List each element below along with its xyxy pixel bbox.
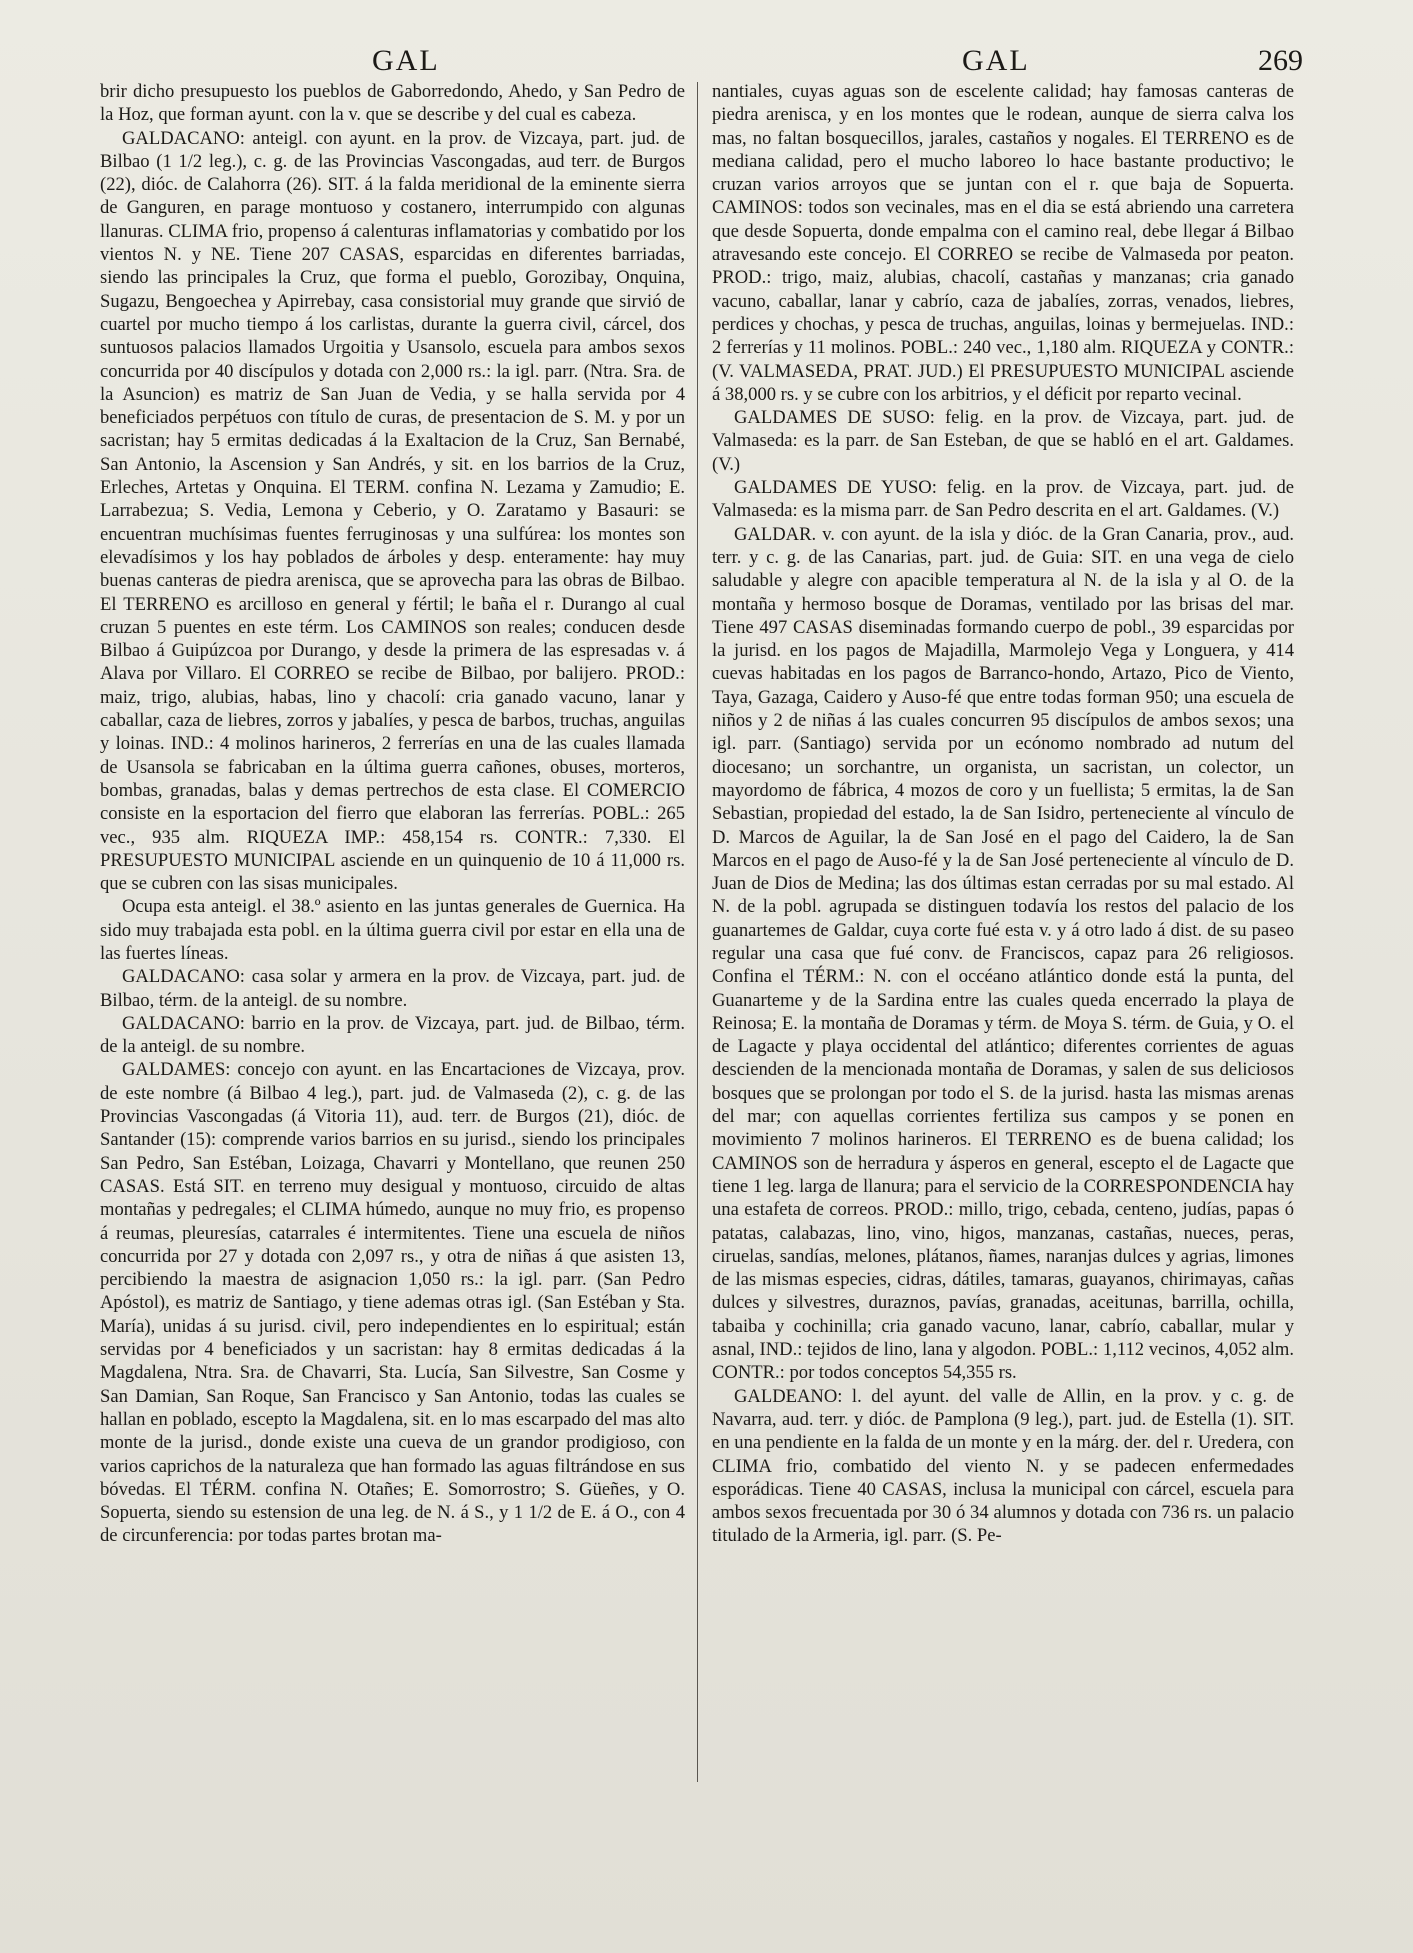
paragraph: nantiales, cuyas aguas son de escelente calidad; hay famosas canteras de piedra arenisca, y en los montes que le rodean, aunque de sierra calva los mas, no faltan bosquecillos, jarales, castaños y nogales. El TERRENO es de mediana calidad, pero el mucho laboreo lo hace bastante productivo; le cruzan varios arroyos que se juntan con el r. que baja de Sopuerta. CAMINOS: todos son vecinales, mas en el dia se está abriendo una carretera que desde Sopuerta, donde empalma con el camino real, debe llegar á Bilbao atravesando este concejo. El CORREO se recibe de Valmaseda por peaton. PROD.: trigo, maiz, alubias, chacolí, castañas y manzanas; cria ganado vacuno, caballar, lanar y cabrío, caza de jabalíes, zorras, venados, liebres, perdices y chochas, y pesca de truchas, anguilas, loinas y bermejuelas. IND.: 2 ferrerías y 11 molinos. POBL.: 240 vec., 1,180 alm. RIQUEZA y CONTR.: (V. VALMASEDA, PRAT. JUD.) El PRESUPUESTO MUNICIPAL asciende á 38,000 rs. y se cubre con los arbitrios, y el déficit por reparto vecinal. <box>712 81 1294 405</box>
running-head-right: GAL <box>962 44 1030 77</box>
entry-galdames: GALDAMES: concejo con ayunt. en las Encartaciones de Vizcaya, prov. de este nombre (á Bilbao 4 leg.), part. jud. de Valmaseda (2), c. g. de las Provincias Vascongadas (á Vitoria 11), aud. terr. de Burgos (21), dióc. de Santander (15): comprende varios barrios en su jurisd., siendo los principales San Pedro, San Estéban, Loizaga, Chavarri y Montellano, que reunen 250 CASAS. Está SIT. en terreno muy desigual y montuoso, circuido de altas montañas y pedregales; el CLIMA húmedo, aunque no muy frio, es propenso á reumas, pleuresías, catarrales é intermitentes. Tiene una escuela de niños concurrida por 27 y dotada con 2,097 rs., y otra de niñas á que asisten 13, percibiendo la maestra de asignacion 1,050 rs.: la igl. parr. (San Pedro Apóstol), es matriz de Santiago, y tiene ademas otras igl. (San Estéban y Sta. María), unidas á su jurisd. civil, pero independientes en lo espiritual; están servidas por 4 beneficiados y un sacristan: hay 8 ermitas dedicadas á la Magdalena, Ntra. Sra. de Chavarri, Sta. Lucía, San Silvestre, San Cosme y San Damian, San Roque, San Francisco y San Antonio, todas las cuales se hallan en poblado, escepto la Magdalena, sit. en lo mas escarpado del mas alto monte de la jurisd., donde existe una cueva de un grandor prodigioso, con varios caprichos de la naturaleza que han formado las aguas filtrándose en sus bóvedas. El TÉRM. confina N. Otañes; E. Somorrostro; S. Güeñes, y O. Sopuerta, siendo su estension de una leg. de N. á S., y 1 1/2 de E. á O., con 4 de circunferencia: por todas partes brotan ma- <box>100 1059 685 1547</box>
entry-galdames-de-yuso: GALDAMES DE YUSO: felig. en la prov. de Vizcaya, part. jud. de Valmaseda: es la misma parr. de San Pedro descrita en el art. Galdames. (V.) <box>712 477 1294 522</box>
entry-galdames-de-suso: GALDAMES DE SUSO: felig. en la prov. de Vizcaya, part. jud. de Valmaseda: es la parr. de San Esteban, de que se habló en el art. Galdames. (V.) <box>712 407 1294 475</box>
entry-galdacano-barrio: GALDACANO: barrio en la prov. de Vizcaya, part. jud. de Bilbao, térm. de la anteigl. de su nombre. <box>100 1012 685 1058</box>
right-column <box>712 80 1294 1548</box>
left-column <box>100 80 685 1548</box>
entry-galdar: GALDAR. v. con ayunt. de la isla y dióc. de la Gran Canaria, prov., aud. terr. y c. g. de las Canarias, part. jud. de Guia: SIT. en una vega de cielo saludable y alegre con apacible temperatura al N. de la isla y al O. de la montaña y hermoso bosque de Doramas, ventilado por las brisas del mar. Tiene 497 CASAS diseminadas formando cuerpo de pobl., 39 esparcidas por la jurisd. en los pagos de Majadilla, Marmolejo Vega y Longuera, y 414 cuevas habitadas en los pagos de Barranco-hondo, Artazo, Pico de Viento, Taya, Gazaga, Caidero y Auso-fé que entre todas forman 950; una escuela de niños y 2 de niñas á las cuales concurren 95 discípulos de ambos sexos; una igl. parr. (Santiago) servida por un ecónomo nombrado ad nutum del diocesano; un sorchantre, un organista, un sacristan, un colector, un mayordomo de fábrica, 4 mozos de coro y un fuellista; 5 ermitas, la de San Sebastian, propiedad del estado, la de San Isidro, perteneciente al vínculo de D. Marcos de Aguilar, la de San José en el pago del Caidero, la de San Marcos en el pago de Auso-fé y la de San José perteneciente al vínculo de D. Juan de Dios de Medina; las dos últimas estan cerradas por su mal estado. Al N. de la pobl. agrupada se distinguen todavía los restos del palacio de los guanartemes de Galdar, cuya corte fué esta v. y á otro lado á dist. de su paseo regular una casa que fué conv. de Franciscos, capaz para 26 religiosos. Confina el TÉRM.: N. con el occéano atlántico donde está la punta, del Guanarteme y de la Sardina entre las cuales queda encerrado la playa de Reinosa; E. la montaña de Doramas y térm. de Moya S. térm. de Guia, y O. el de Lagacte y playa occidental del atlántico; diferentes corrientes de aguas descienden de la mencionada montaña de Doramas, y salen de sus deliciosos bosques que se prolongan por todo el S. de la jurisd. hasta las mismas arenas del mar; con aquellas corrientes fertiliza sus campos y se ponen en movimiento 7 molinos harineros. El TERRENO es de buena calidad; los CAMINOS son de herradura y ásperos en general, escepto el de Lagacte que tiene 1 leg. larga de llanura; para el servicio de la CORRESPONDENCIA hay una estafeta de correos. PROD.: millo, trigo, cebada, centeno, judías, papas ó patatas, calabazas, lino, vino, higos, manzanas, castañas, nueces, peras, ciruelas, sandías, melones, plátanos, ñames, naranjas dulces y agrias, limones de las mismas especies, cidras, dátiles, tamaras, guayanos, chirimayas, cañas dulces y silvestres, duraznos, pavías, granadas, aceitunas, barrilla, ochilla, tabaiba y cochinilla; cria ganado vacuno, lanar, cabrío, caballar, mular y asnal, IND.: tejidos de lino, lana y algodon. POBL.: 1,112 vecinos, 4,052 alm. CONTR.: por todos conceptos 54,355 rs. <box>712 523 1294 1384</box>
running-head-left: GAL <box>372 44 440 77</box>
column-divider <box>697 82 698 1782</box>
entry-galdeano: GALDEANO: l. del ayunt. del valle de Allin, en la prov. y c. g. de Navarra, aud. terr. y dióc. de Pamplona (9 leg.), part. jud. de Estella (1). SIT. en una pendiente en la falda de un monte y en la márg. der. del r. Uredera, con CLIMA frio, combatido del viento N. y se padecen enfermedades esporádicas. Tiene 40 CASAS, inclusa la municipal con cárcel, escuela para ambos sexos frecuentada por 30 ó 34 alumnos y dotada con 736 rs. un palacio titulado de la Armeria, igl. parr. (S. Pe- <box>712 1385 1294 1547</box>
entry-galdacano-anteiglesia: GALDACANO: anteigl. con ayunt. en la prov. de Vizcaya, part. jud. de Bilbao (1 1/2 leg.), c. g. de las Provincias Vascongadas, aud terr. de Burgos (22), dióc. de Calahorra (26). SIT. á la falda meridional de la eminente sierra de Ganguren, en parage montuoso y costanero, interrumpido con algunas llanuras. CLIMA frio, propenso á calenturas inflamatorias y combatido por los vientos N. y NE. Tiene 207 CASAS, esparcidas en diferentes barriadas, siendo las principales la Cruz, que forma el pueblo, Gorozibay, Onquina, Sugazu, Bengoechea y Apirrebay, casa consistorial muy grande que sirvió de cuartel por mucho tiempo á los carlistas, durante la guerra civil, cárcel, dos suntuosos palacios llamados Urgoitia y Usansolo, escuela para ambos sexos concurrida por 40 discípulos y dotada con 2,000 rs.: la igl. parr. (Ntra. Sra. de la Asuncion) es matriz de San Juan de Vedia, y se halla servida por 4 beneficiados perpétuos con título de curas, de presentacion de S. M. y por un sacristan; hay 5 ermitas dedicadas á la Exaltacion de la Cruz, San Bernabé, San Antonio, la Ascension y San Andrés, y sit. en los barrios de la Cruz, Erleches, Artetas y Onquina. El TERM. confina N. Lezama y Zamudio; E. Larrabezua; S. Vedia, Lemona y Ceberio, y O. Zaratamo y Basauri: se encuentran muchísimas fuentes ferruginosas y una sulfúrea: los montes son elevadísimos y los hay poblados de árboles y desp. enteramente: hay muy buenas canteras de piedra arenisca, que se aprovecha para las obras de Bilbao. El TERRENO es arcilloso en general y fértil; le baña el r. Durango al cual cruzan 5 puentes en este térm. Los CAMINOS son reales; conducen desde Bilbao á Guipúzcoa por Durango, y desde la primera de las espresadas v. á Alava por Villaro. El CORREO se recibe de Bilbao, por balijero. PROD.: maiz, trigo, alubias, habas, lino y chacolí: cria ganado vacuno, lanar y caballar, caza de liebres, zorros y jabalíes, y pesca de barbos, truchas, anguilas y loinas. IND.: 4 molinos harineros, 2 ferrerías en una de las cuales llamada de Usansola se fabricaban en la última guerra cañones, obuses, morteros, bombas, granadas, balas y demas pertrechos de esta clase. El COMERCIO consiste en la esportacion del fierro que elaboran las ferrerías. POBL.: 265 vec., 935 alm. RIQUEZA IMP.: 458,154 rs. CONTR.: 7,330. El PRESUPUESTO MUNICIPAL asciende en un quinquenio de 10 á 11,000 rs. que se cubren con las sisas municipales. <box>100 127 685 895</box>
paragraph: Ocupa esta anteigl. el 38.º asiento en las juntas generales de Guernica. Ha sido muy trabajada esta pobl. en la última guerra civil por estar en ella una de las fuertes líneas. <box>100 896 685 964</box>
page-number: 269 <box>1258 44 1303 77</box>
paragraph: brir dicho presupuesto los pueblos de Gaborredondo, Ahedo, y San Pedro de la Hoz, que forman ayunt. con la v. que se describe y del cual es cabeza. <box>100 81 685 126</box>
entry-galdacano-casa-solar: GALDACANO: casa solar y armera en la prov. de Vizcaya, part. jud. de Bilbao, térm. de la anteigl. de su nombre. <box>100 966 685 1011</box>
